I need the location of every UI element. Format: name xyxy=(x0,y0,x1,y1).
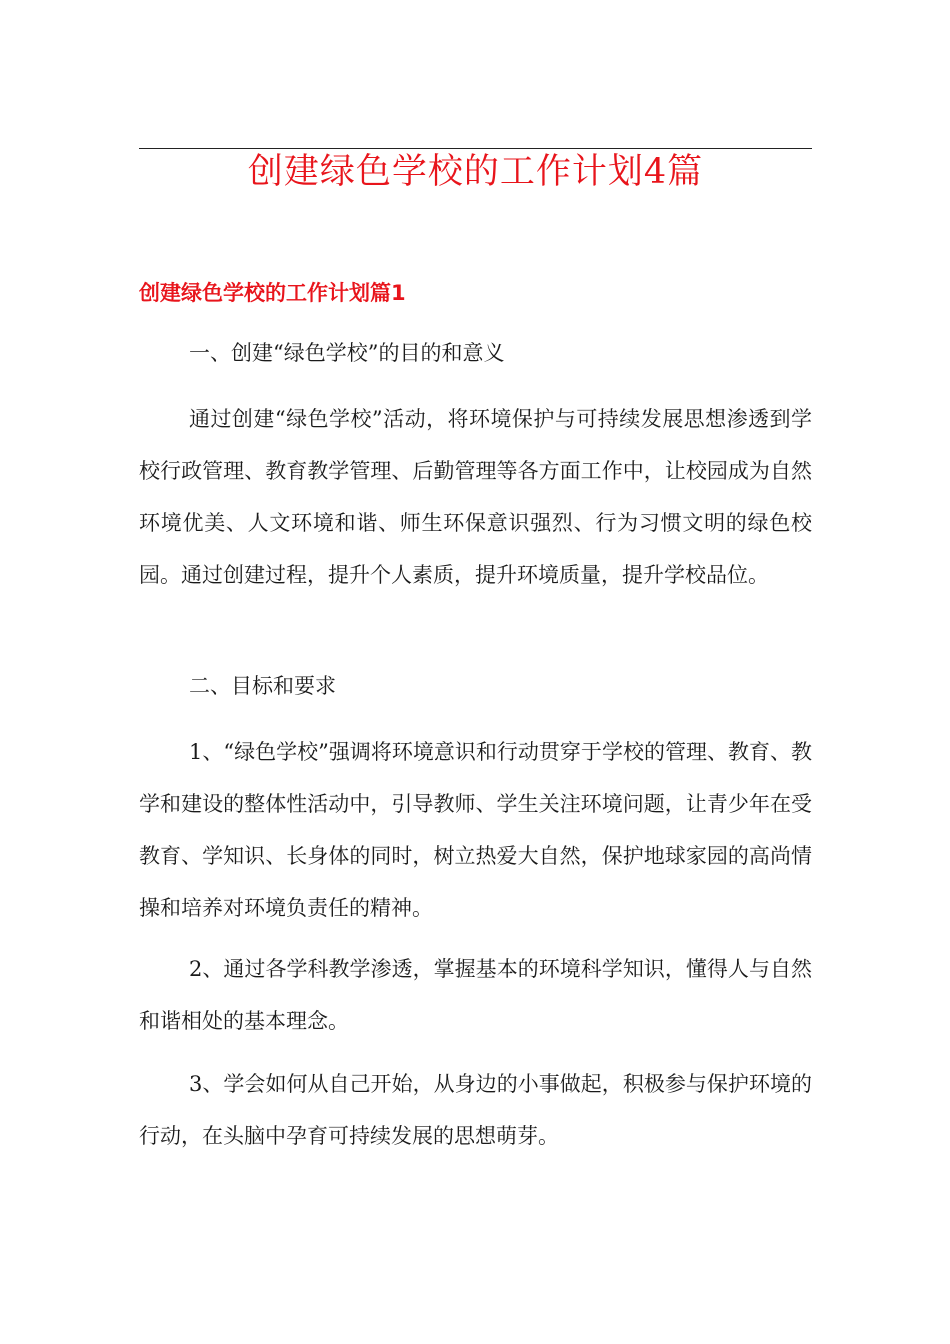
paragraph-goal-3: 3、学会如何从自己开始，从身边的小事做起，积极参与保护环境的行动，在头脑中孕育可持续发展的思想萌芽。 xyxy=(139,1072,812,1148)
document-title: 创建绿色学校的工作计划4篇 xyxy=(247,152,704,192)
paragraph-goals-heading: 二、目标和要求 xyxy=(189,674,336,698)
section-heading: 创建绿色学校的工作计划篇1 xyxy=(139,281,406,305)
paragraph-purpose-heading: 一、创建“绿色学校”的目的和意义 xyxy=(189,341,505,365)
paragraph-purpose-body: 通过创建“绿色学校”活动，将环境保护与可持续发展思想渗透到学校行政管理、教育教学管理、后勤管理等各方面工作中，让校园成为自然环境优美、人文环境和谐、师生环保意识强烈、行为习惯文明的绿色校园。通过创建过程，提升个人素质，提升环境质量，提升学校品位。 xyxy=(139,407,812,587)
paragraph-goal-1: 1、“绿色学校”强调将环境意识和行动贯穿于学校的管理、教育、教学和建设的整体性活动中，引导教师、学生关注环境问题，让青少年在受教育、学知识、长身体的同时，树立热爱大自然，保护地球家园的高尚情操和培养对环境负责任的精神。 xyxy=(139,740,812,920)
paragraph-goal-2: 2、通过各学科教学渗透，掌握基本的环境科学知识，懂得人与自然和谐相处的基本理念。 xyxy=(139,957,812,1033)
